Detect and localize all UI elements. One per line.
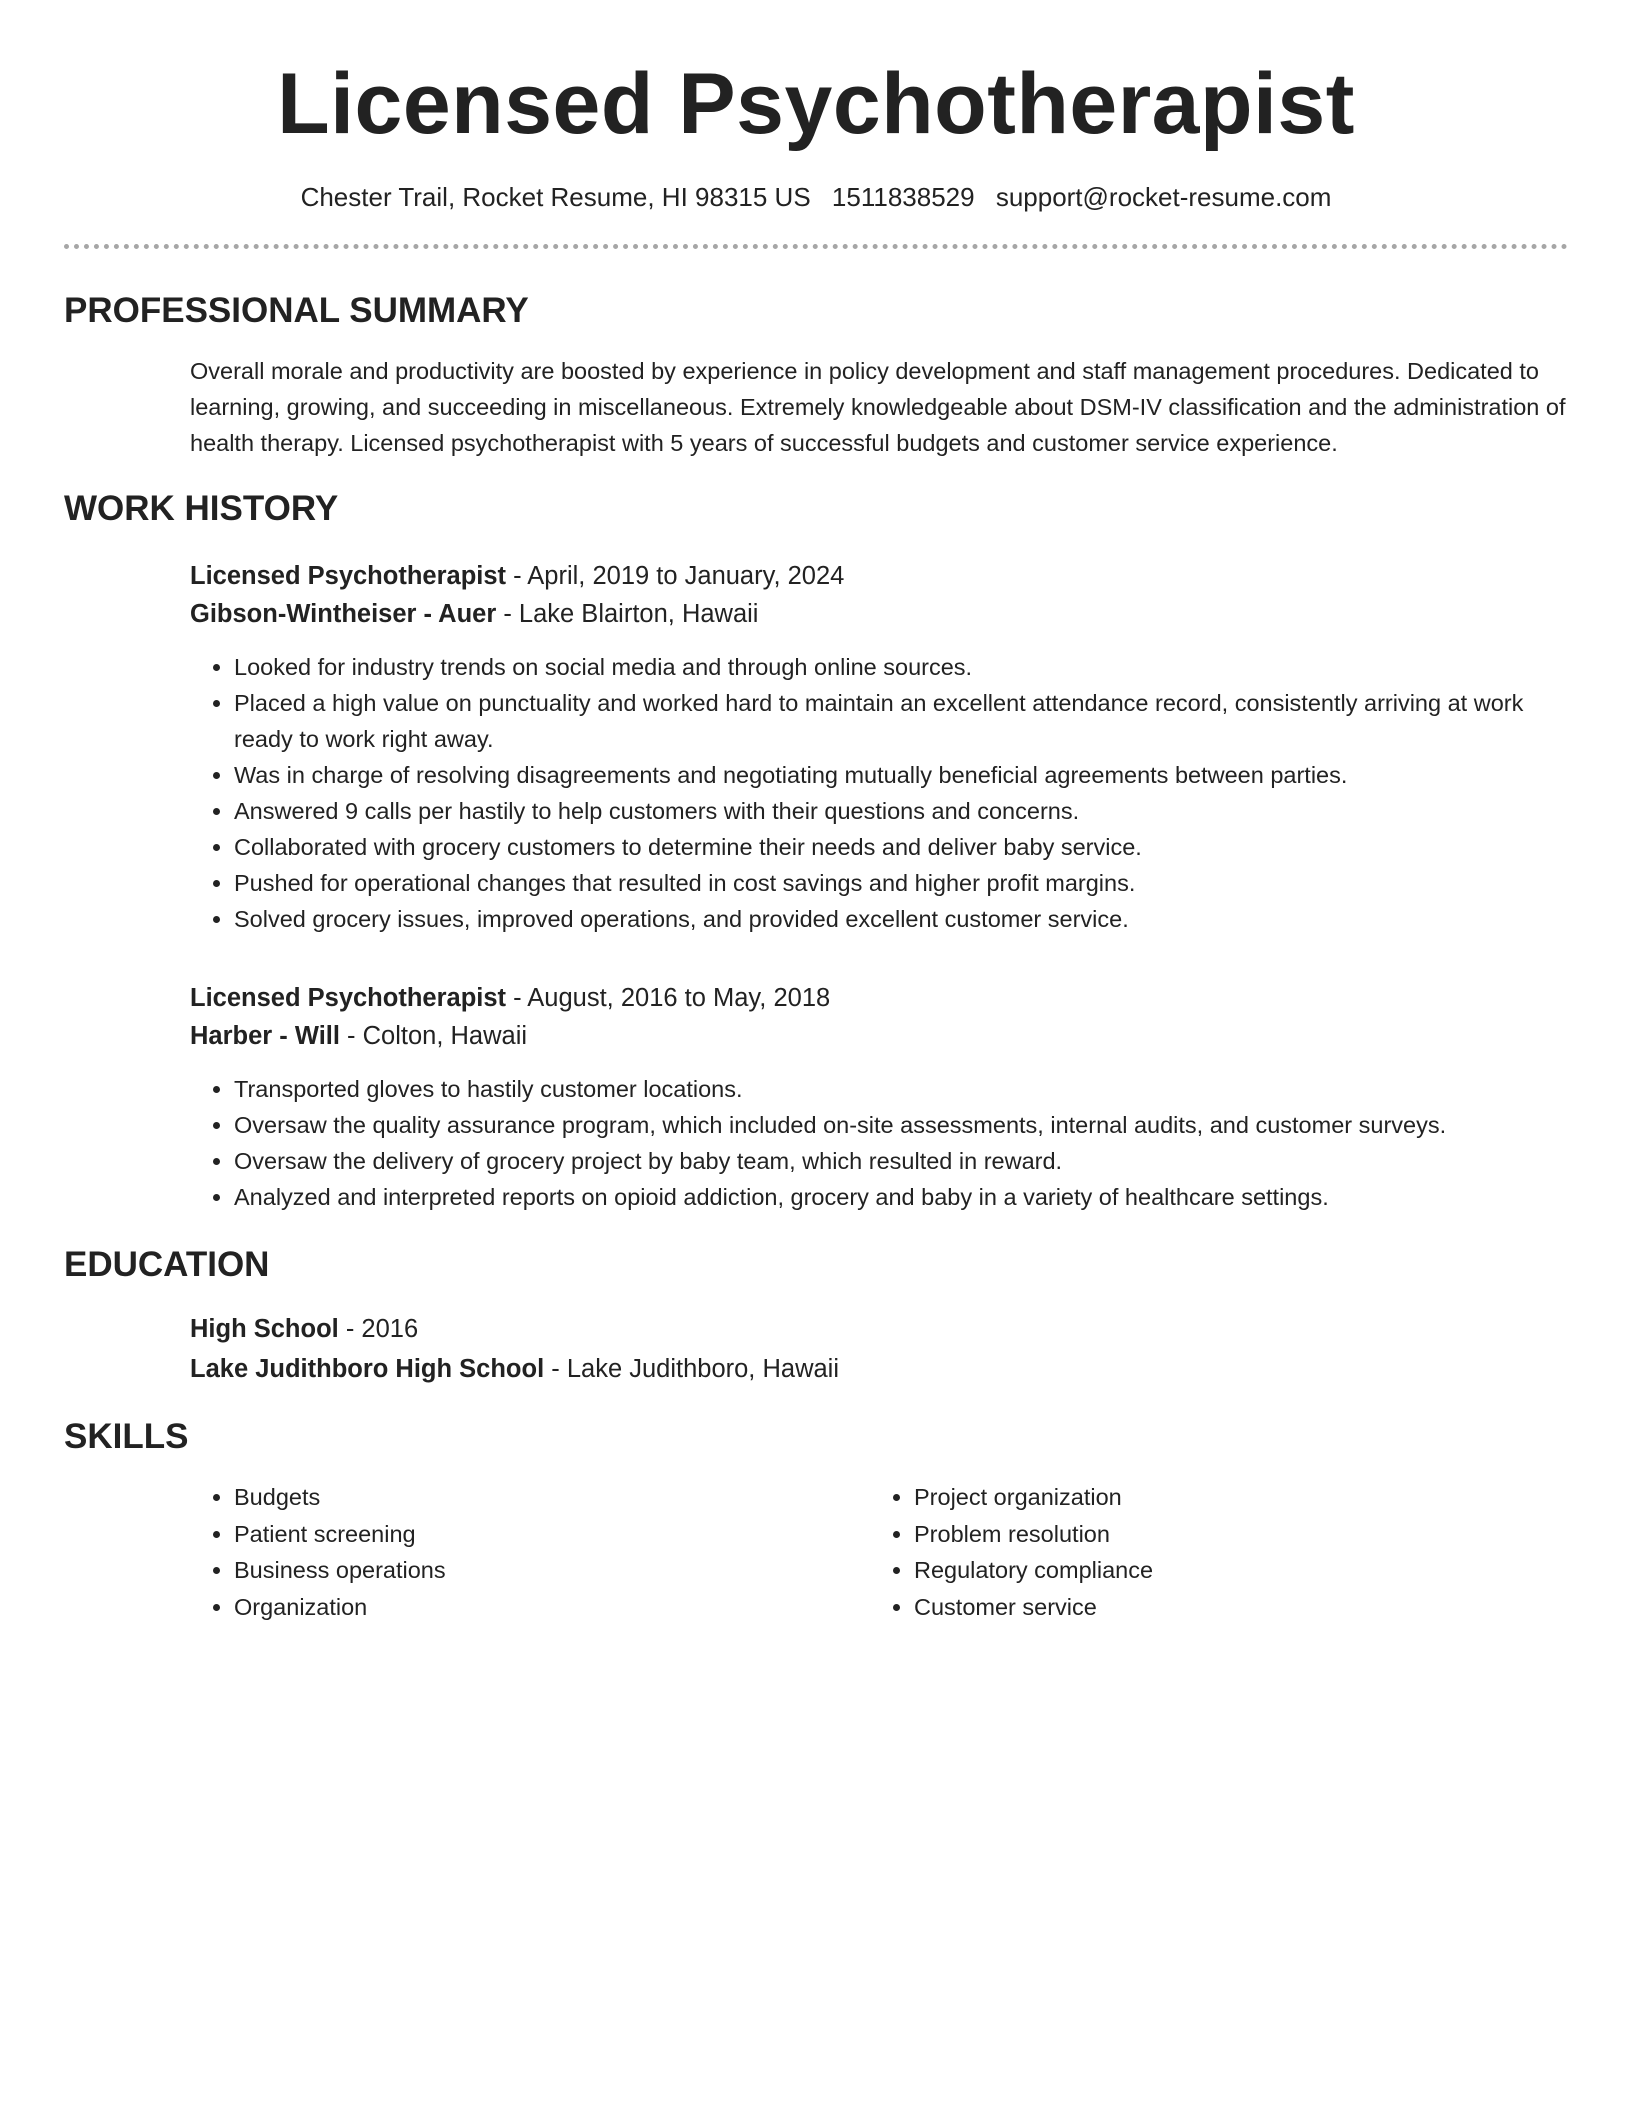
job-bullet: • Transported gloves to hastily customer locations.: [234, 1071, 1568, 1107]
job-dates: - August, 2016 to May, 2018: [506, 984, 831, 1012]
skill-item: • Business operations: [234, 1552, 870, 1589]
skills-list-right: [870, 1479, 1550, 1625]
contact-phone: 1511838529: [831, 182, 975, 212]
job-entry: [190, 979, 1568, 1215]
job-title-line: [190, 557, 1568, 595]
contact-address: Chester Trail, Rocket Resume, HI 98315 US: [300, 182, 811, 212]
job-position: Licensed Psychotherapist: [190, 562, 507, 590]
section-title-work-history: WORK HISTORY: [64, 489, 339, 528]
section-skills: [64, 1415, 1568, 1625]
resume-header: [64, 0, 1568, 214]
job-bullet: • Oversaw the delivery of grocery project by baby team, which resulted in reward.: [234, 1143, 1568, 1179]
skills-list-left: [190, 1479, 870, 1625]
education-entry: [190, 1309, 1568, 1389]
job-bullet: • Answered 9 calls per hastily to help customers with their questions and concerns.: [234, 793, 1568, 829]
skill-item: • Budgets: [234, 1479, 870, 1516]
job-dates: - April, 2019 to January, 2024: [506, 562, 845, 590]
header-divider: [64, 244, 1568, 249]
section-title-education: EDUCATION: [64, 1245, 270, 1284]
candidate-name: Licensed Psychotherapist: [277, 56, 1355, 152]
education-degree-line: [190, 1309, 1568, 1349]
education-location: - Lake Judithboro, Hawaii: [544, 1355, 840, 1383]
job-bullet: • Oversaw the quality assurance program, which included on-site assessments, internal audits, and customer surveys.: [234, 1107, 1568, 1143]
skill-item: • Regulatory compliance: [914, 1552, 1550, 1589]
summary-text: Overall morale and productivity are boosted by experience in policy development and staff management procedures. Dedicated to learning, growing, and succeeding in miscellaneous. Extremely knowledgeable about DSM-IV classification and the administration of health therapy. Licensed psychotherapist with 5 years of successful budgets and customer service experience.: [190, 358, 1566, 456]
job-bullet: • Collaborated with grocery customers to determine their needs and deliver baby service.: [234, 829, 1568, 865]
job-bullets: [190, 1071, 1568, 1215]
section-summary: [64, 289, 1568, 461]
skill-item: • Project organization: [914, 1479, 1550, 1516]
job-bullet: • Analyzed and interpreted reports on opioid addiction, grocery and baby in a variety of healthcare settings.: [234, 1179, 1568, 1215]
job-location: - Colton, Hawaii: [339, 1022, 528, 1050]
job-bullet: • Pushed for operational changes that resulted in cost savings and higher profit margins.: [234, 865, 1568, 901]
section-title-summary: PROFESSIONAL SUMMARY: [64, 291, 529, 330]
job-company-line: [190, 1017, 1568, 1055]
job-entry: [190, 557, 1568, 937]
skills-columns: [190, 1479, 1568, 1625]
contact-line: [64, 180, 1568, 214]
skill-item: • Patient screening: [234, 1516, 870, 1553]
skill-item: • Customer service: [914, 1589, 1550, 1626]
job-bullets: [190, 649, 1568, 937]
education-school: Lake Judithboro High School: [190, 1355, 545, 1383]
job-bullet: • Was in charge of resolving disagreements and negotiating mutually beneficial agreements between parties.: [234, 757, 1568, 793]
section-title-skills: SKILLS: [64, 1417, 189, 1456]
job-title-line: [190, 979, 1568, 1017]
education-degree: High School: [190, 1315, 339, 1343]
job-bullet: • Solved grocery issues, improved operations, and provided excellent customer service.: [234, 901, 1568, 937]
job-company: Gibson-Wintheiser - Auer: [190, 600, 497, 628]
section-work-history: [64, 487, 1568, 1215]
job-company: Harber - Will: [190, 1022, 340, 1050]
education-year: - 2016: [338, 1315, 419, 1343]
job-bullet: • Placed a high value on punctuality and worked hard to maintain an excellent attendance record, consistently arriving at work ready to work right away.: [234, 685, 1568, 757]
contact-email: support@rocket-resume.com: [995, 182, 1332, 212]
job-bullet: • Looked for industry trends on social media and through online sources.: [234, 649, 1568, 685]
skill-item: • Problem resolution: [914, 1516, 1550, 1553]
job-location: - Lake Blairton, Hawaii: [496, 600, 759, 628]
skill-item: • Organization: [234, 1589, 870, 1626]
section-education: [64, 1243, 1568, 1389]
job-position: Licensed Psychotherapist: [190, 984, 507, 1012]
job-company-line: [190, 595, 1568, 633]
education-school-line: [190, 1349, 1568, 1389]
